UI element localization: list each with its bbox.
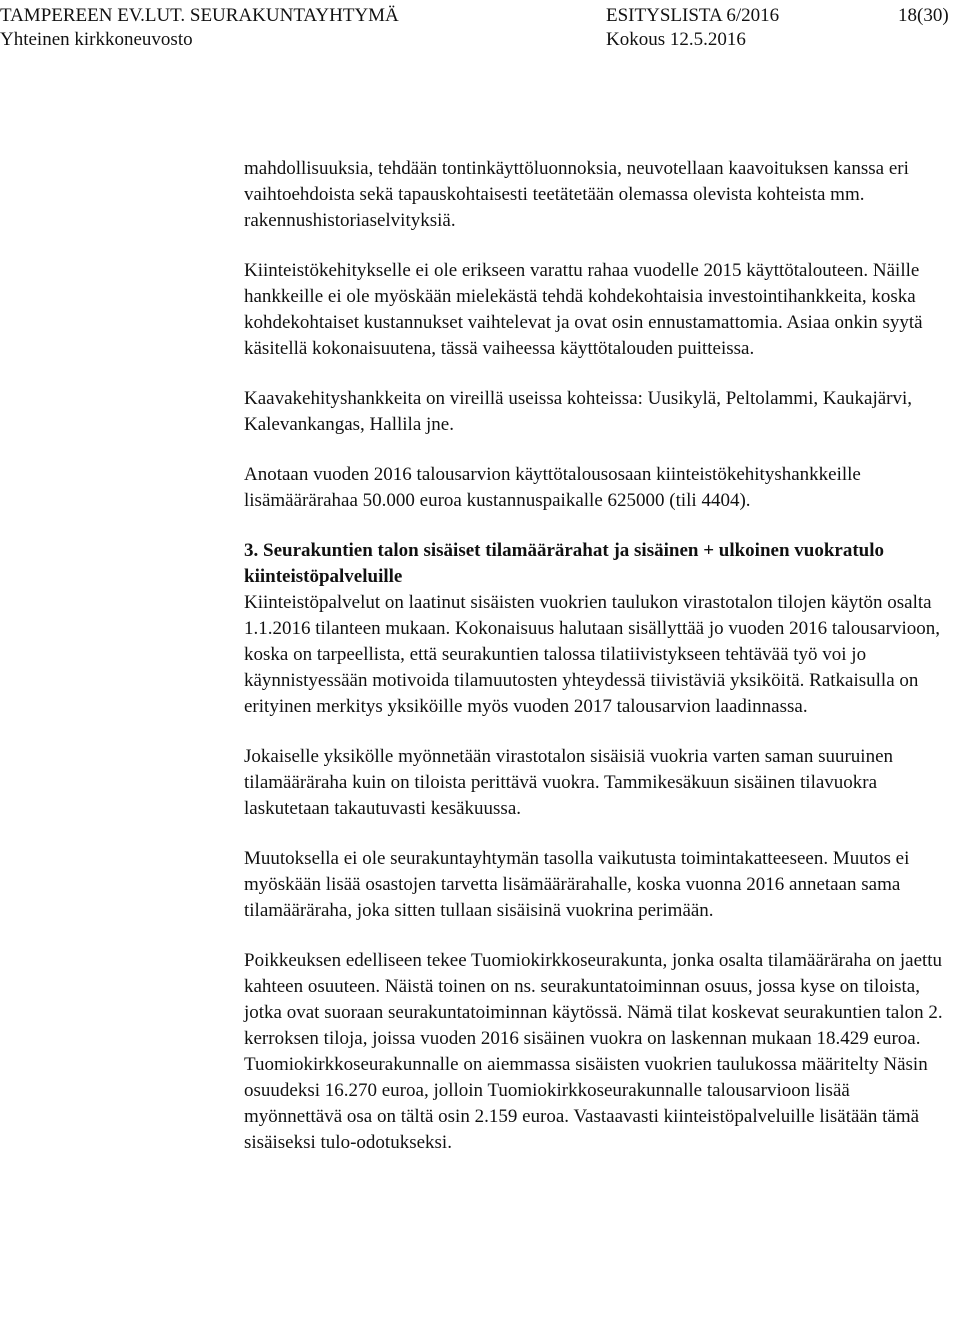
page-number: 18(30) <box>898 5 949 26</box>
paragraph: Kiinteistöpalvelut on laatinut sisäisten vuokrien taulukon virastotalon tilojen käytön osalta 1.1.2016 tilanteen mukaan. Kokonaisuus halutaan sisällyttää jo vuoden 2016 talousarvioon, koska on tarpeellista, että seurakuntien talossa tilatiivistykseen tehtävää työ voi jo käynnistyessään motivoida tilamuutosten yhteydessä tiivistäviä yksiköitä. Ratkaisulla on erityinen merkitys yksiköille myös vuoden 2017 talousarvion laadinnassa. <box>244 592 941 717</box>
paragraph: Poikkeuksen edelliseen tekee Tuomiokirkkoseurakunta, jonka osalta tilamääräraha on jaettu kahteen osuuteen. Näistä toinen on ns. seurakuntatoiminnan osuus, jossa kyse on tiloista, jotka ovat suoraan seurakuntatoiminnan käytössä. Nämä tilat koskevat seurakuntien talon 2. kerroksen tiloja, joissa vuoden 2016 sisäinen vuokra on laskennan mukaan 18.429 euroa. Tuomiokirkkoseurakunnalle on aiemmassa sisäisten vuokrien taulukossa määritelty Näsin osuudeksi 16.270 euroa, jolloin Tuomiokirkkoseurakunnalle talousarvioon lisää myönnettävä osa on tältä osin 2.159 euroa. Vastaavasti kiinteistöpalveluille lisätään tämä sisäiseksi tulo-odotukseksi. <box>244 950 943 1153</box>
paragraph: Kaavakehityshankkeita on vireillä useissa kohteissa: Uusikylä, Peltolammi, Kaukajärvi, Kalevankangas, Hallila jne. <box>244 388 913 435</box>
document-header <box>0 0 960 52</box>
organization-name: TAMPEREEN EV.LUT. SEURAKUNTAYHTYMÄ <box>0 5 399 26</box>
paragraph: Anotaan vuoden 2016 talousarvion käyttötalousosaan kiinteistökehityshankkeille lisämäärärahaa 50.000 euroa kustannuspaikalle 625000 (tili 4404). <box>244 464 861 511</box>
paragraph: Jokaiselle yksikölle myönnetään virastotalon sisäisiä vuokria varten saman suuruinen tilamääräraha kuin on tiloista perittävä vuokra. Tammikesäkuun sisäinen tilavuokra laskutetaan takautuvasti kesäkuussa. <box>244 746 894 819</box>
paragraph: Kiinteistökehitykselle ei ole erikseen varattu rahaa vuodelle 2015 käyttötalouteen. Näille hankkeille ei ole myöskään mielekästä tehdä kohdekohtaisia investointihankkeita, koska kohdekohtaiset kustannukset vaihtelevat ja ovat osin ennustamattomia. Asiaa onkin syytä käsitellä kokonaisuutena, tässä vaiheessa käyttötalouden puitteissa. <box>244 260 923 359</box>
meeting-date: Kokous 12.5.2016 <box>606 29 746 50</box>
agenda-number: ESITYSLISTA 6/2016 <box>606 5 780 26</box>
section-heading: 3. Seurakuntien talon sisäiset tilamäärärahat ja sisäinen + ulkoinen vuokratulo kiinteistöpalveluille <box>244 540 885 587</box>
document-body <box>244 156 952 1180</box>
governing-body: Yhteinen kirkkoneuvosto <box>0 29 193 50</box>
paragraph: Muutoksella ei ole seurakuntayhtymän tasolla vaikutusta toimintakatteeseen. Muutos ei myöskään lisää osastojen tarvetta lisämäärärahalle, koska vuonna 2016 annetaan sama tilamääräraha, joka sitten tullaan sisäisinä vuokrina perimään. <box>244 848 910 921</box>
paragraph: mahdollisuuksia, tehdään tontinkäyttöluonnoksia, neuvotellaan kaavoituksen kanssa eri vaihtoehdoista sekä tapauskohtaisesti teetätetään olemassa olevista kohteista mm. rakennushistoriaselvityksiä. <box>244 158 909 231</box>
